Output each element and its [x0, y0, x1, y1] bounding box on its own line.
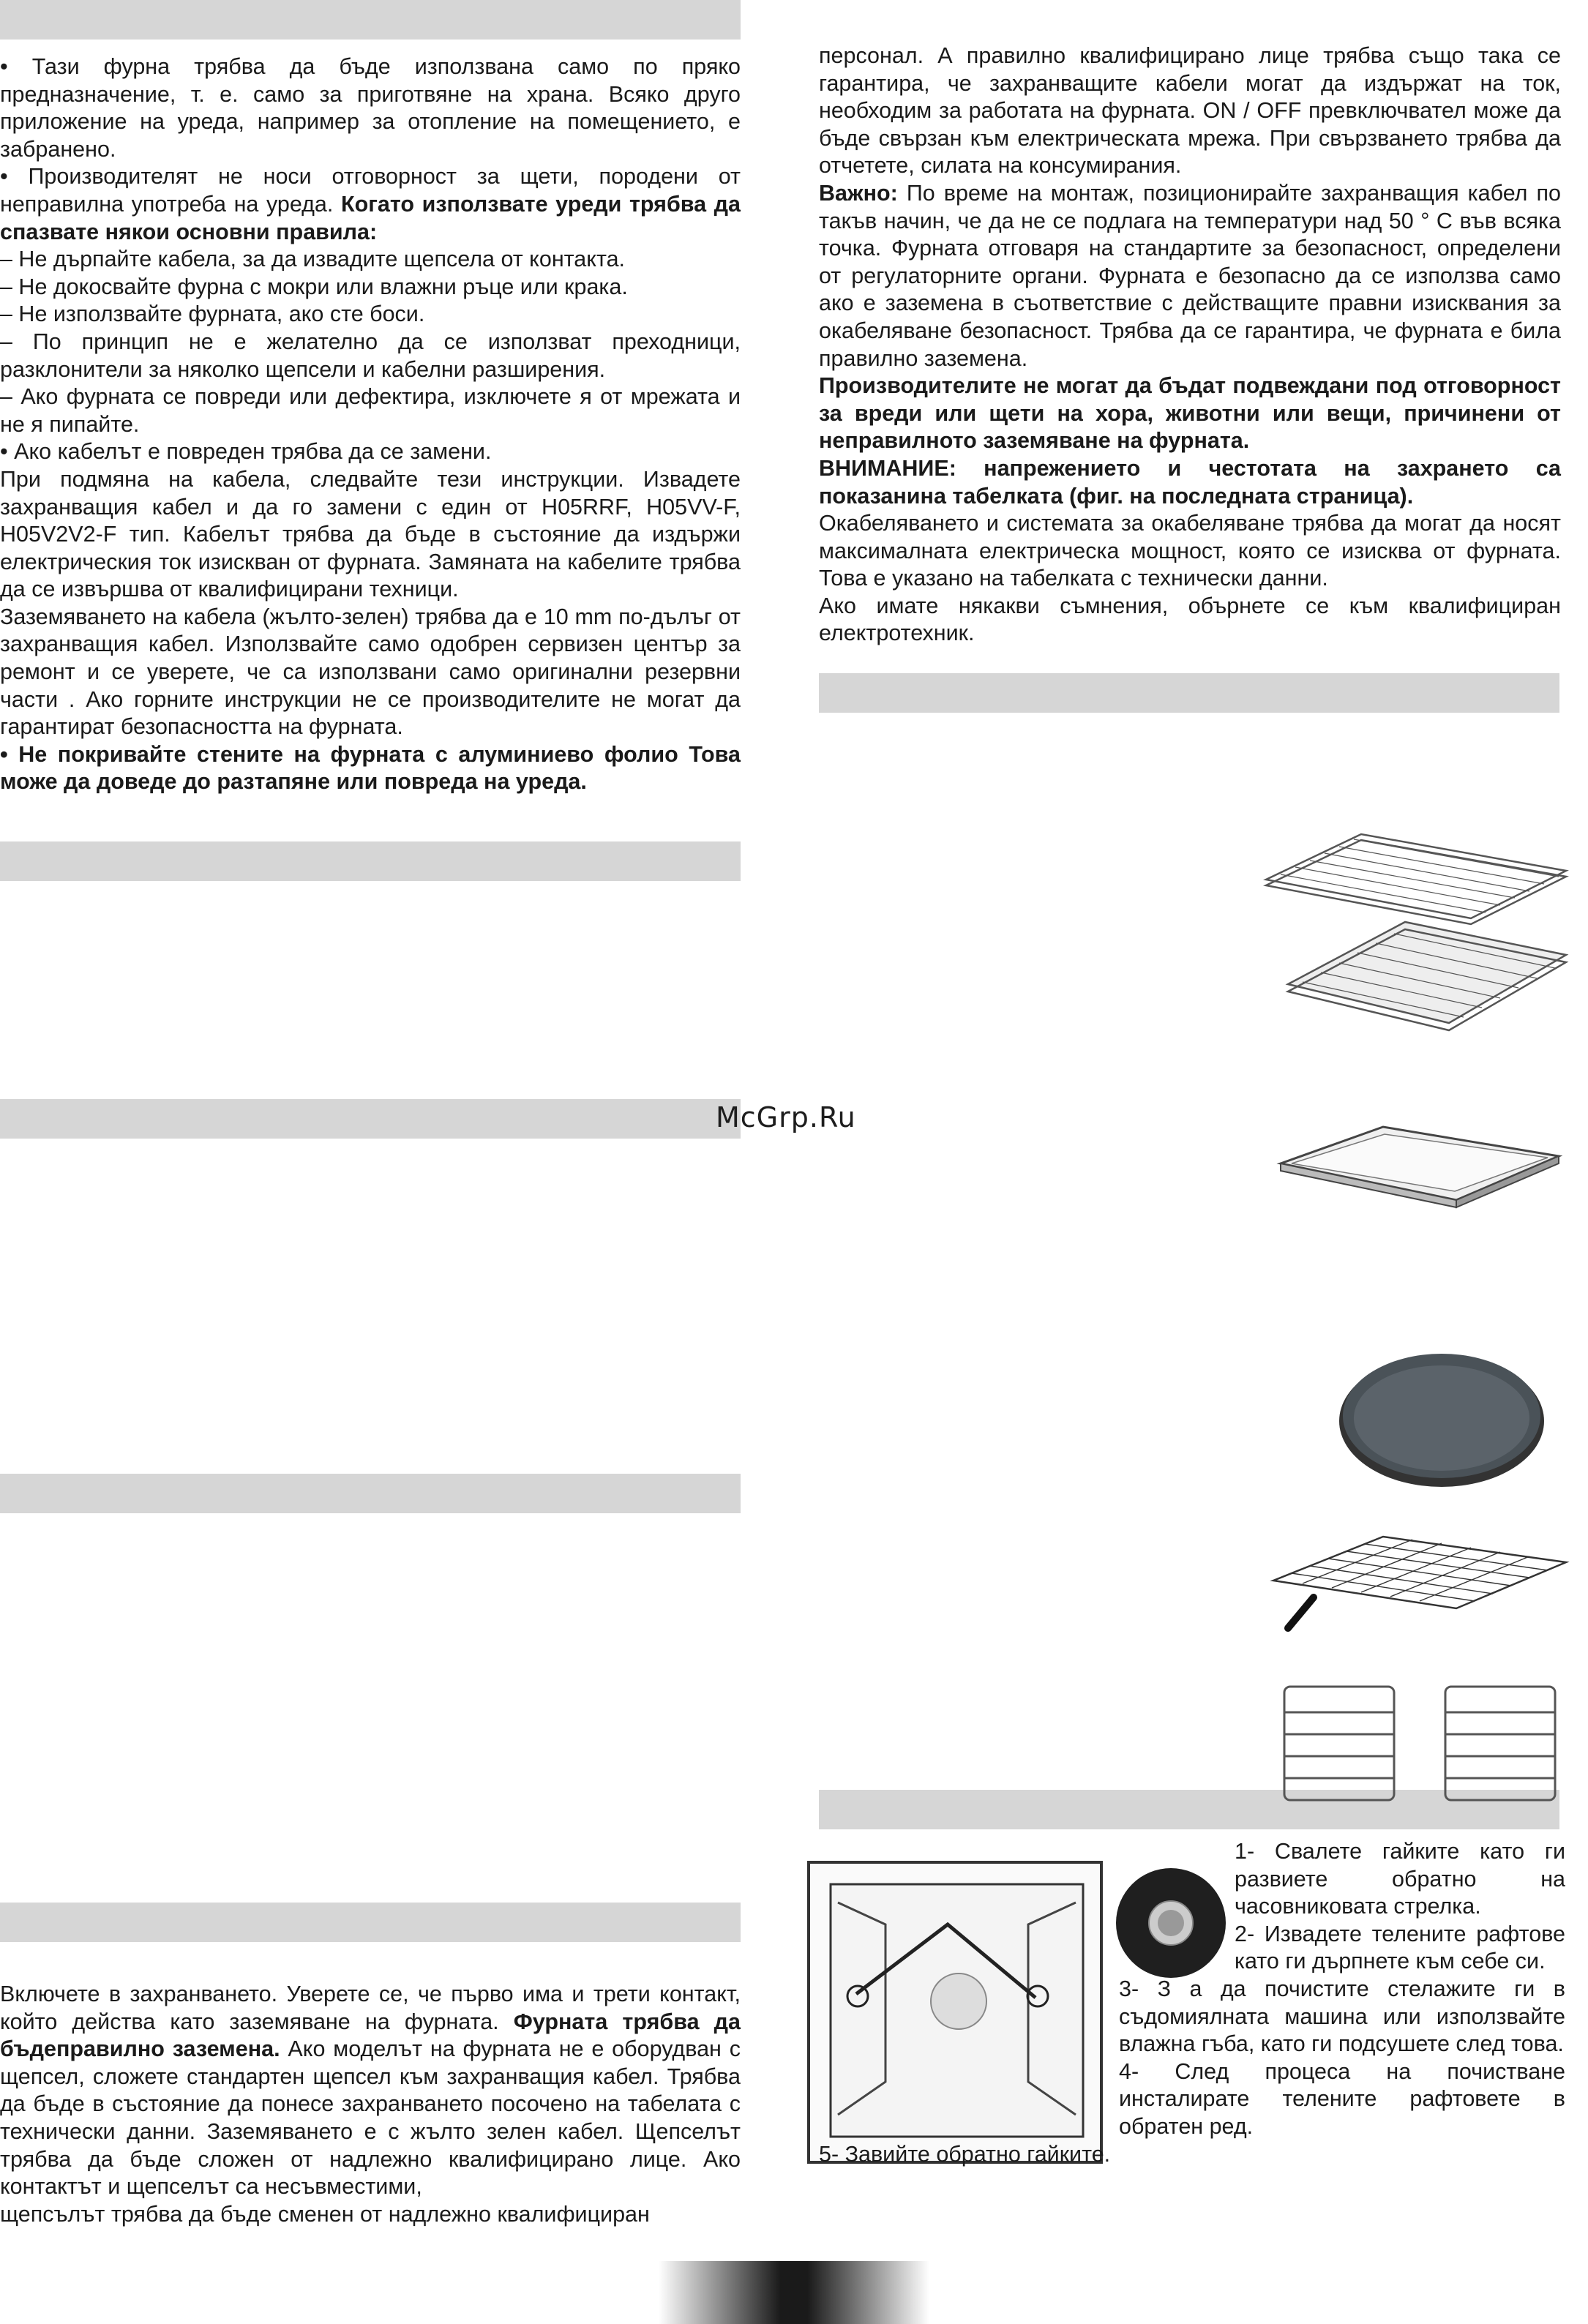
grounding-text-column — [0, 1981, 741, 2228]
list-item: – Ако фурната се повреди или дефектира, изключете я от мрежата и не я пипайте. — [0, 384, 741, 437]
cleaning-steps — [819, 1838, 1565, 2168]
warning-paragraph: • Не покривайте стените на фурната с алуминиево фолио Това може да доведе до разтапяне или повреда на уреда. — [0, 741, 741, 795]
paragraph: персонал. А правилно квалифицирано лице трябва също така се гарантира, че захранващите кабели могат да издържат на ток, необходим за работата на фурната. ON / OFF превключвател може да бъде свързан към електрическата мрежа. При свързването трябва да отчетете, силата на консумирания. — [819, 43, 1561, 179]
installation-text-column — [819, 42, 1561, 648]
paragraph: • Ако кабелът е повреден трябва да се замени. — [0, 439, 492, 465]
list-item: – Не използвайте фурната, ако сте боси. — [0, 301, 425, 327]
list-item: – По принцип не е желателно да се използват преходници, разклонители за няколко щепсели и кабелни разширения. — [0, 329, 741, 382]
step-item: 3- З а да почистите стелажите ги в съдомиялната машина или използвайте влажна гъба, като ги подсушете след това. — [1119, 1976, 1565, 2057]
safety-text-column — [0, 53, 741, 796]
list-item: – Не докосвайте фурна с мокри или влажни ръце или крака. — [0, 274, 628, 299]
warning-paragraph: Производителите не могат да бъдат подвеждани под отговорност за вреди или щети на хора, животни или вещи, причинени от неправилното заземяване на фурната. — [819, 373, 1561, 454]
page-footer-gradient — [0, 2261, 1588, 2324]
paragraph: • Производителят не носи отговорност за щети, породени от неправилна употреба на уреда. Когато използвате уреди трябва да спазвате някои основни правила: — [0, 164, 741, 244]
section-header-bar — [0, 1474, 741, 1513]
grill-rack-with-handle-image — [1259, 1529, 1581, 1646]
paragraph: Ако имате някакви съмнения, обърнете се към квалифициран електротехник. — [819, 593, 1561, 646]
watermark: McGrp.Ru — [716, 1101, 856, 1133]
paragraph: При подмяна на кабела, следвайте тези инструкции. Извадете захранващия кабел и да го замени с един от H05RRF, H05VV-F, H05V2V2-F тип. Кабелът трябва да бъде в състояние да издържи електрическия ток изискван от фурната. Замяната на кабелите трябва да се извършва от квалифицирани техници. — [0, 466, 741, 602]
step-item: 5- Завийте обратно гайките. — [819, 2141, 1111, 2167]
section-header-bar — [0, 841, 741, 881]
step-item: 2- Извадете телените рафтове като ги дърпнете към себе си. — [1235, 1921, 1565, 1974]
paragraph: • Тази фурна трябва да бъде използвана само по пряко предназначение, т. е. само за приготвяне на храна. Всяко друго приложение на уреда, например за отопление на помещението, е забранено. — [0, 54, 741, 162]
paragraph: Окабеляването и системата за окабеляване трябва да могат да носят максималната електрическа мощност, която се изисква от фурната. Това е указано на табелката с технически данни. — [819, 511, 1561, 591]
side-rack-guides-image — [1277, 1679, 1584, 1811]
list-item: – Не дърпайте кабела, за да извадите щепсела от контакта. — [0, 247, 626, 272]
paragraph: Заземяването на кабела (жълто-зелен) трябва да е 10 mm по-дълъг от захранващия кабел. Използвайте само одобрен сервизен център за ремонт и се уверете, че са използвани само оригинални резервни части . Ако горните инструкции не се производителите не могат да гарантират безопасността на фурната. — [0, 604, 741, 740]
pizza-pan-image — [1332, 1346, 1551, 1493]
step-item: 4- След процеса на почистване инсталирате телените рафтовете в обратен ред. — [1119, 2058, 1565, 2139]
section-header-bar — [819, 673, 1559, 713]
step-item: 1- Свалете гайките като ги развиете обратно на часовниковата стрелка. — [1235, 1839, 1565, 1919]
warning-paragraph: ВНИМАНИЕ: напрежението и честотата на захрането са показанина табелката (фиг. на последната страница). — [819, 455, 1561, 509]
baking-tray-image — [1273, 1120, 1566, 1244]
section-header-bar — [0, 0, 741, 40]
paragraph: Включете в захранването. Уверете се, че първо има и трети контакт, който действа като заземяване на фурната. Фурната трябва да бъдеправилно заземена. Ако моделът на фурната не е оборудван с щепсел, сложете стандартен щепсел към захранващия кабел. Трябва да бъде в състояние да понесе захранването посочено на табелата с технически данни. Заземяването е с жълто зелен кабел. Щепселът трябва да бъде сложен от надлежно квалифицирано лице. Ако контактът и щепселът са несъвместими, — [0, 1982, 741, 2200]
section-header-bar — [0, 1903, 741, 1942]
paragraph: Важно: По време на монтаж, позиционирайте захранващия кабел по такъв начин, че да не се подлага на температури над 50 ° С във всяка точка. Фурната отговаря на стандартите за безопасност, определени от регулаторните органи. Фурната е безопасно да се използва само ако е заземена в съответствие с действащите правни изисквания за окабеляване безопасност. Трябва да се гарантира, че фурната е била правилно заземена. — [819, 180, 1561, 371]
section-header-bar — [0, 1099, 741, 1139]
paragraph: щепсълът трябва да бъде сменен от надлежно квалифициран — [0, 2201, 650, 2227]
